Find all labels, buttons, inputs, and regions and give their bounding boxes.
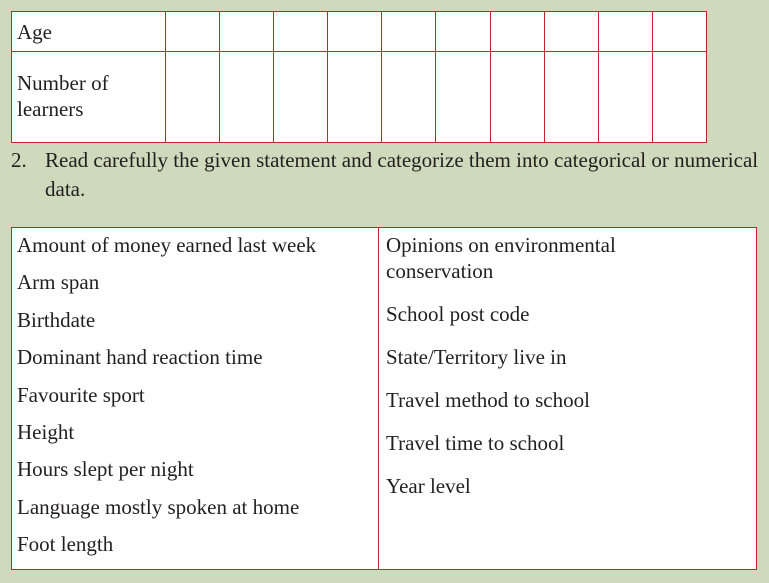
data-items-right-column xyxy=(379,228,756,569)
age-cell xyxy=(328,12,382,52)
data-item: Language mostly spoken at home xyxy=(17,494,300,519)
data-item: Year level xyxy=(386,474,471,498)
learners-cell xyxy=(220,52,274,143)
age-row xyxy=(12,12,707,52)
data-item: Height xyxy=(17,419,75,444)
age-cell xyxy=(436,12,490,52)
age-label: Age xyxy=(12,12,166,52)
data-item: Favourite sport xyxy=(17,382,145,407)
learners-cell xyxy=(598,52,652,143)
data-items-box xyxy=(11,227,757,570)
age-cell xyxy=(166,12,220,52)
data-item: Foot length xyxy=(17,532,114,557)
age-cell xyxy=(490,12,544,52)
data-item: Arm span xyxy=(17,270,100,295)
learners-cell xyxy=(274,52,328,143)
data-item: Opinions on environmental conservation xyxy=(386,233,616,283)
age-cell xyxy=(274,12,328,52)
tally-table xyxy=(11,11,707,143)
learners-cell xyxy=(490,52,544,143)
data-item: State/Territory live in xyxy=(386,345,567,369)
question-number: 2. xyxy=(11,148,27,172)
question-2 xyxy=(11,146,763,204)
data-item: Birthdate xyxy=(17,307,96,332)
learners-cell xyxy=(166,52,220,143)
data-item: Travel method to school xyxy=(386,388,590,412)
learners-cell xyxy=(382,52,436,143)
number-of-learners-label: Number of learners xyxy=(12,52,166,143)
number-of-learners-row xyxy=(12,52,707,143)
age-cell xyxy=(652,12,706,52)
learners-cell xyxy=(652,52,706,143)
data-item: Travel time to school xyxy=(386,431,565,455)
learners-cell xyxy=(436,52,490,143)
data-item: Dominant hand reaction time xyxy=(17,345,263,370)
learners-cell xyxy=(328,52,382,143)
data-item: Hours slept per night xyxy=(17,457,194,482)
age-cell xyxy=(220,12,274,52)
data-item: Amount of money earned last week xyxy=(17,233,317,257)
question-text: Read carefully the given statement and categorize them into categorical or numerical data. xyxy=(45,148,759,201)
data-item: School post code xyxy=(386,302,530,326)
data-items-left-column xyxy=(12,228,379,569)
learners-cell xyxy=(544,52,598,143)
age-cell xyxy=(544,12,598,52)
age-cell xyxy=(382,12,436,52)
age-cell xyxy=(598,12,652,52)
